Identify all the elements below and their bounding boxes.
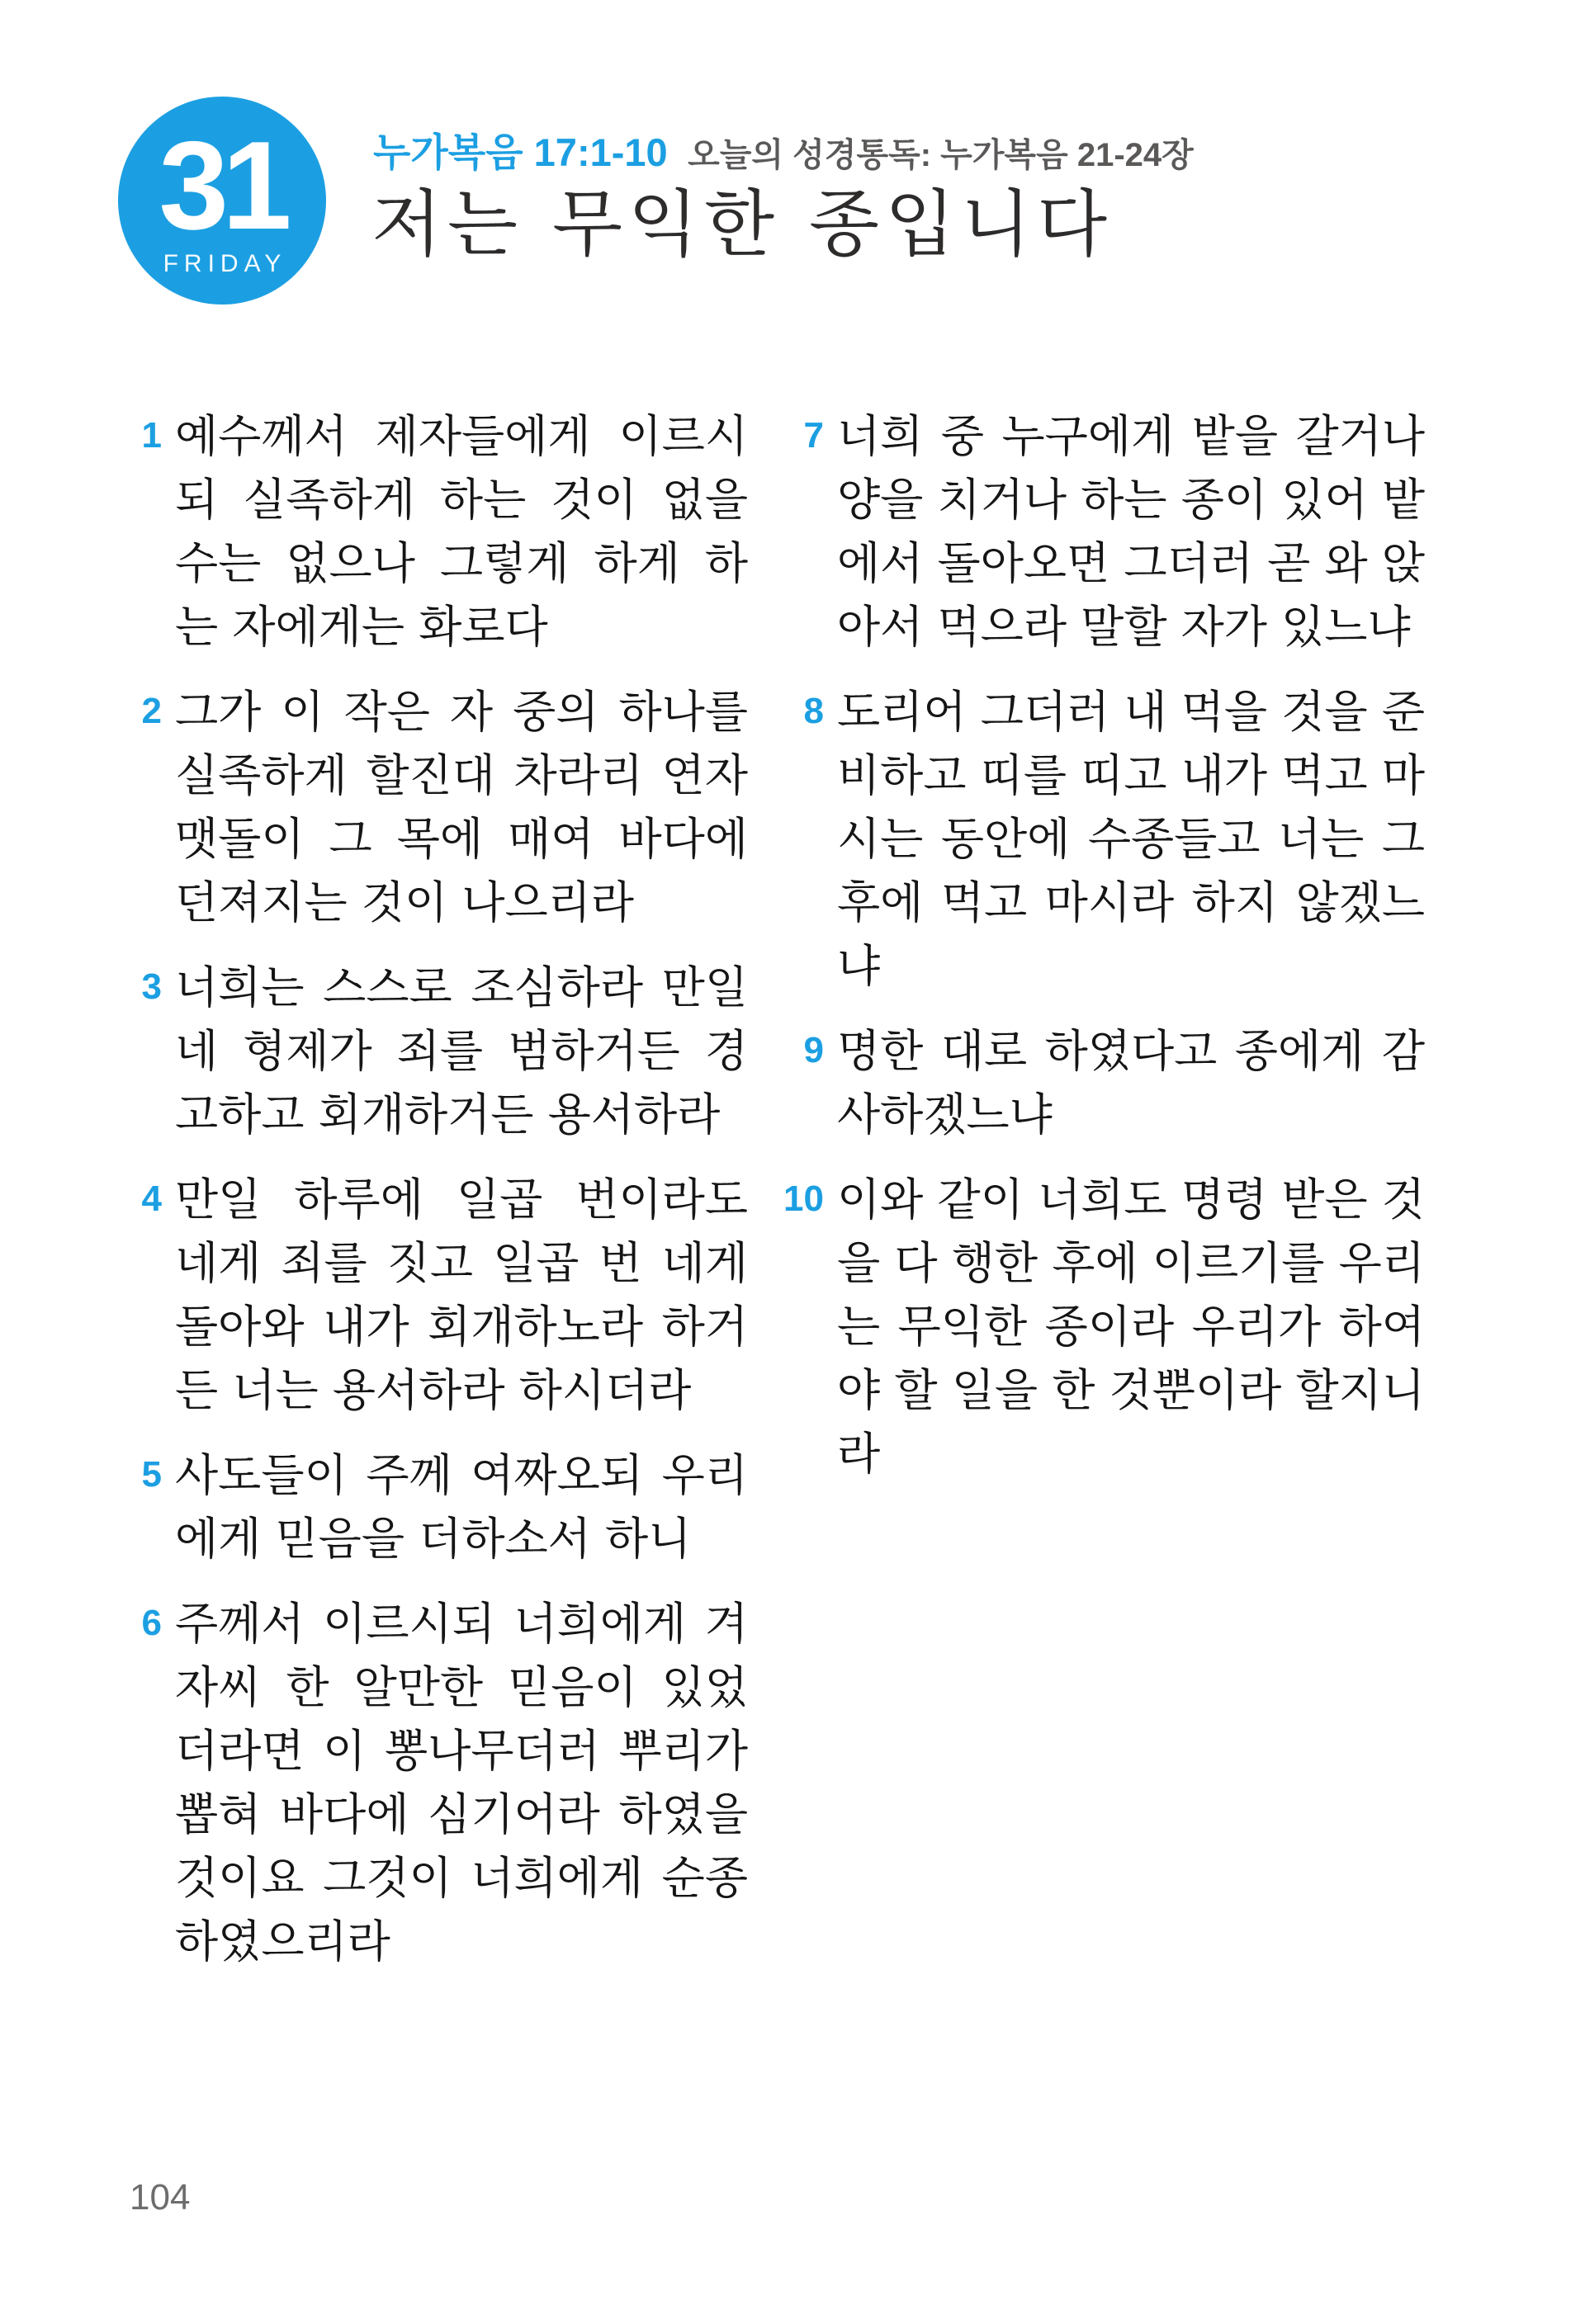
daily-reading-plan: 오늘의 성경통독: 누가복음 21-24장 [688,137,1194,173]
verse-text: 주께서 이르시되 너희에게 겨자씨 한 알만한 믿음이 있었더라면 이 뽕나무더러 뿌리가 뽑혀 바다에 심기어라 하였을 것이요 그것이 너희에게 순종하였으리라 [175,1598,748,1967]
verse-number: 7 [803,415,824,456]
verses-column-left [124,404,748,1995]
verse-5 [124,1443,748,1571]
verse-number: 6 [141,1603,162,1643]
verse-3 [124,956,748,1146]
day-number: 31 [158,116,286,256]
verse-7 [773,404,1425,659]
verse-2 [124,680,748,934]
verse-text: 너희 중 누구에게 밭을 갈거나 양을 치거나 하는 종이 있어 밭에서 돌아오면 그더러 곧 와 앉아서 먹으라 말할 자가 있느냐 [837,410,1425,653]
verse-number: 5 [141,1454,162,1495]
reference-line [373,122,1194,177]
verse-8 [773,680,1425,998]
verse-text: 이와 같이 너희도 명령 받은 것을 다 행한 후에 이르기를 우리는 무익한 종이라 우리가 하여야 할 일을 한 것뿐이라 할지니라 [837,1174,1425,1480]
verse-text: 그가 이 작은 자 중의 하나를 실족하게 할진대 차라리 연자맷돌이 그 목에 매여 바다에 던져지는 것이 나으리라 [175,686,748,928]
page-title: 저는 무익한 종입니다 [371,182,1114,267]
verse-text: 도리어 그더러 내 먹을 것을 준비하고 띠를 띠고 내가 먹고 마시는 동안에 수종들고 너는 그 후에 먹고 마시라 하지 않겠느냐 [837,686,1425,992]
verse-text: 만일 하루에 일곱 번이라도 네게 죄를 짓고 일곱 번 네게 돌아와 내가 회개하노라 하거든 너는 용서하라 하시더라 [175,1174,748,1416]
verse-text: 명한 대로 하였다고 종에게 감사하겠느냐 [837,1025,1425,1141]
verse-number: 1 [141,415,162,456]
verse-number: 3 [141,966,162,1007]
verse-number: 8 [803,691,824,731]
verse-10 [773,1168,1425,1486]
page-number: 104 [130,2177,191,2218]
day-badge [118,97,326,305]
verse-6 [124,1592,748,1973]
verse-number: 9 [803,1030,824,1070]
verse-1 [124,404,748,659]
verse-text: 너희는 스스로 조심하라 만일 네 형제가 죄를 범하거든 경고하고 회개하거든 용서하라 [175,961,748,1141]
verse-4 [124,1168,748,1422]
passage-reference: 누가복음 17:1-10 [373,130,668,174]
verse-number: 4 [141,1179,162,1219]
verse-9 [773,1019,1425,1146]
verses-column-right [773,404,1425,1507]
verse-text: 사도들이 주께 여짜오되 우리에게 믿음을 더하소서 하니 [175,1449,748,1565]
verse-text: 예수께서 제자들에게 이르시되 실족하게 하는 것이 없을 수는 없으나 그렇게 하게 하는 자에게는 화로다 [175,410,748,653]
day-name-label: FRIDAY [163,250,287,277]
verse-number: 2 [141,691,162,731]
verse-number: 10 [783,1179,824,1219]
